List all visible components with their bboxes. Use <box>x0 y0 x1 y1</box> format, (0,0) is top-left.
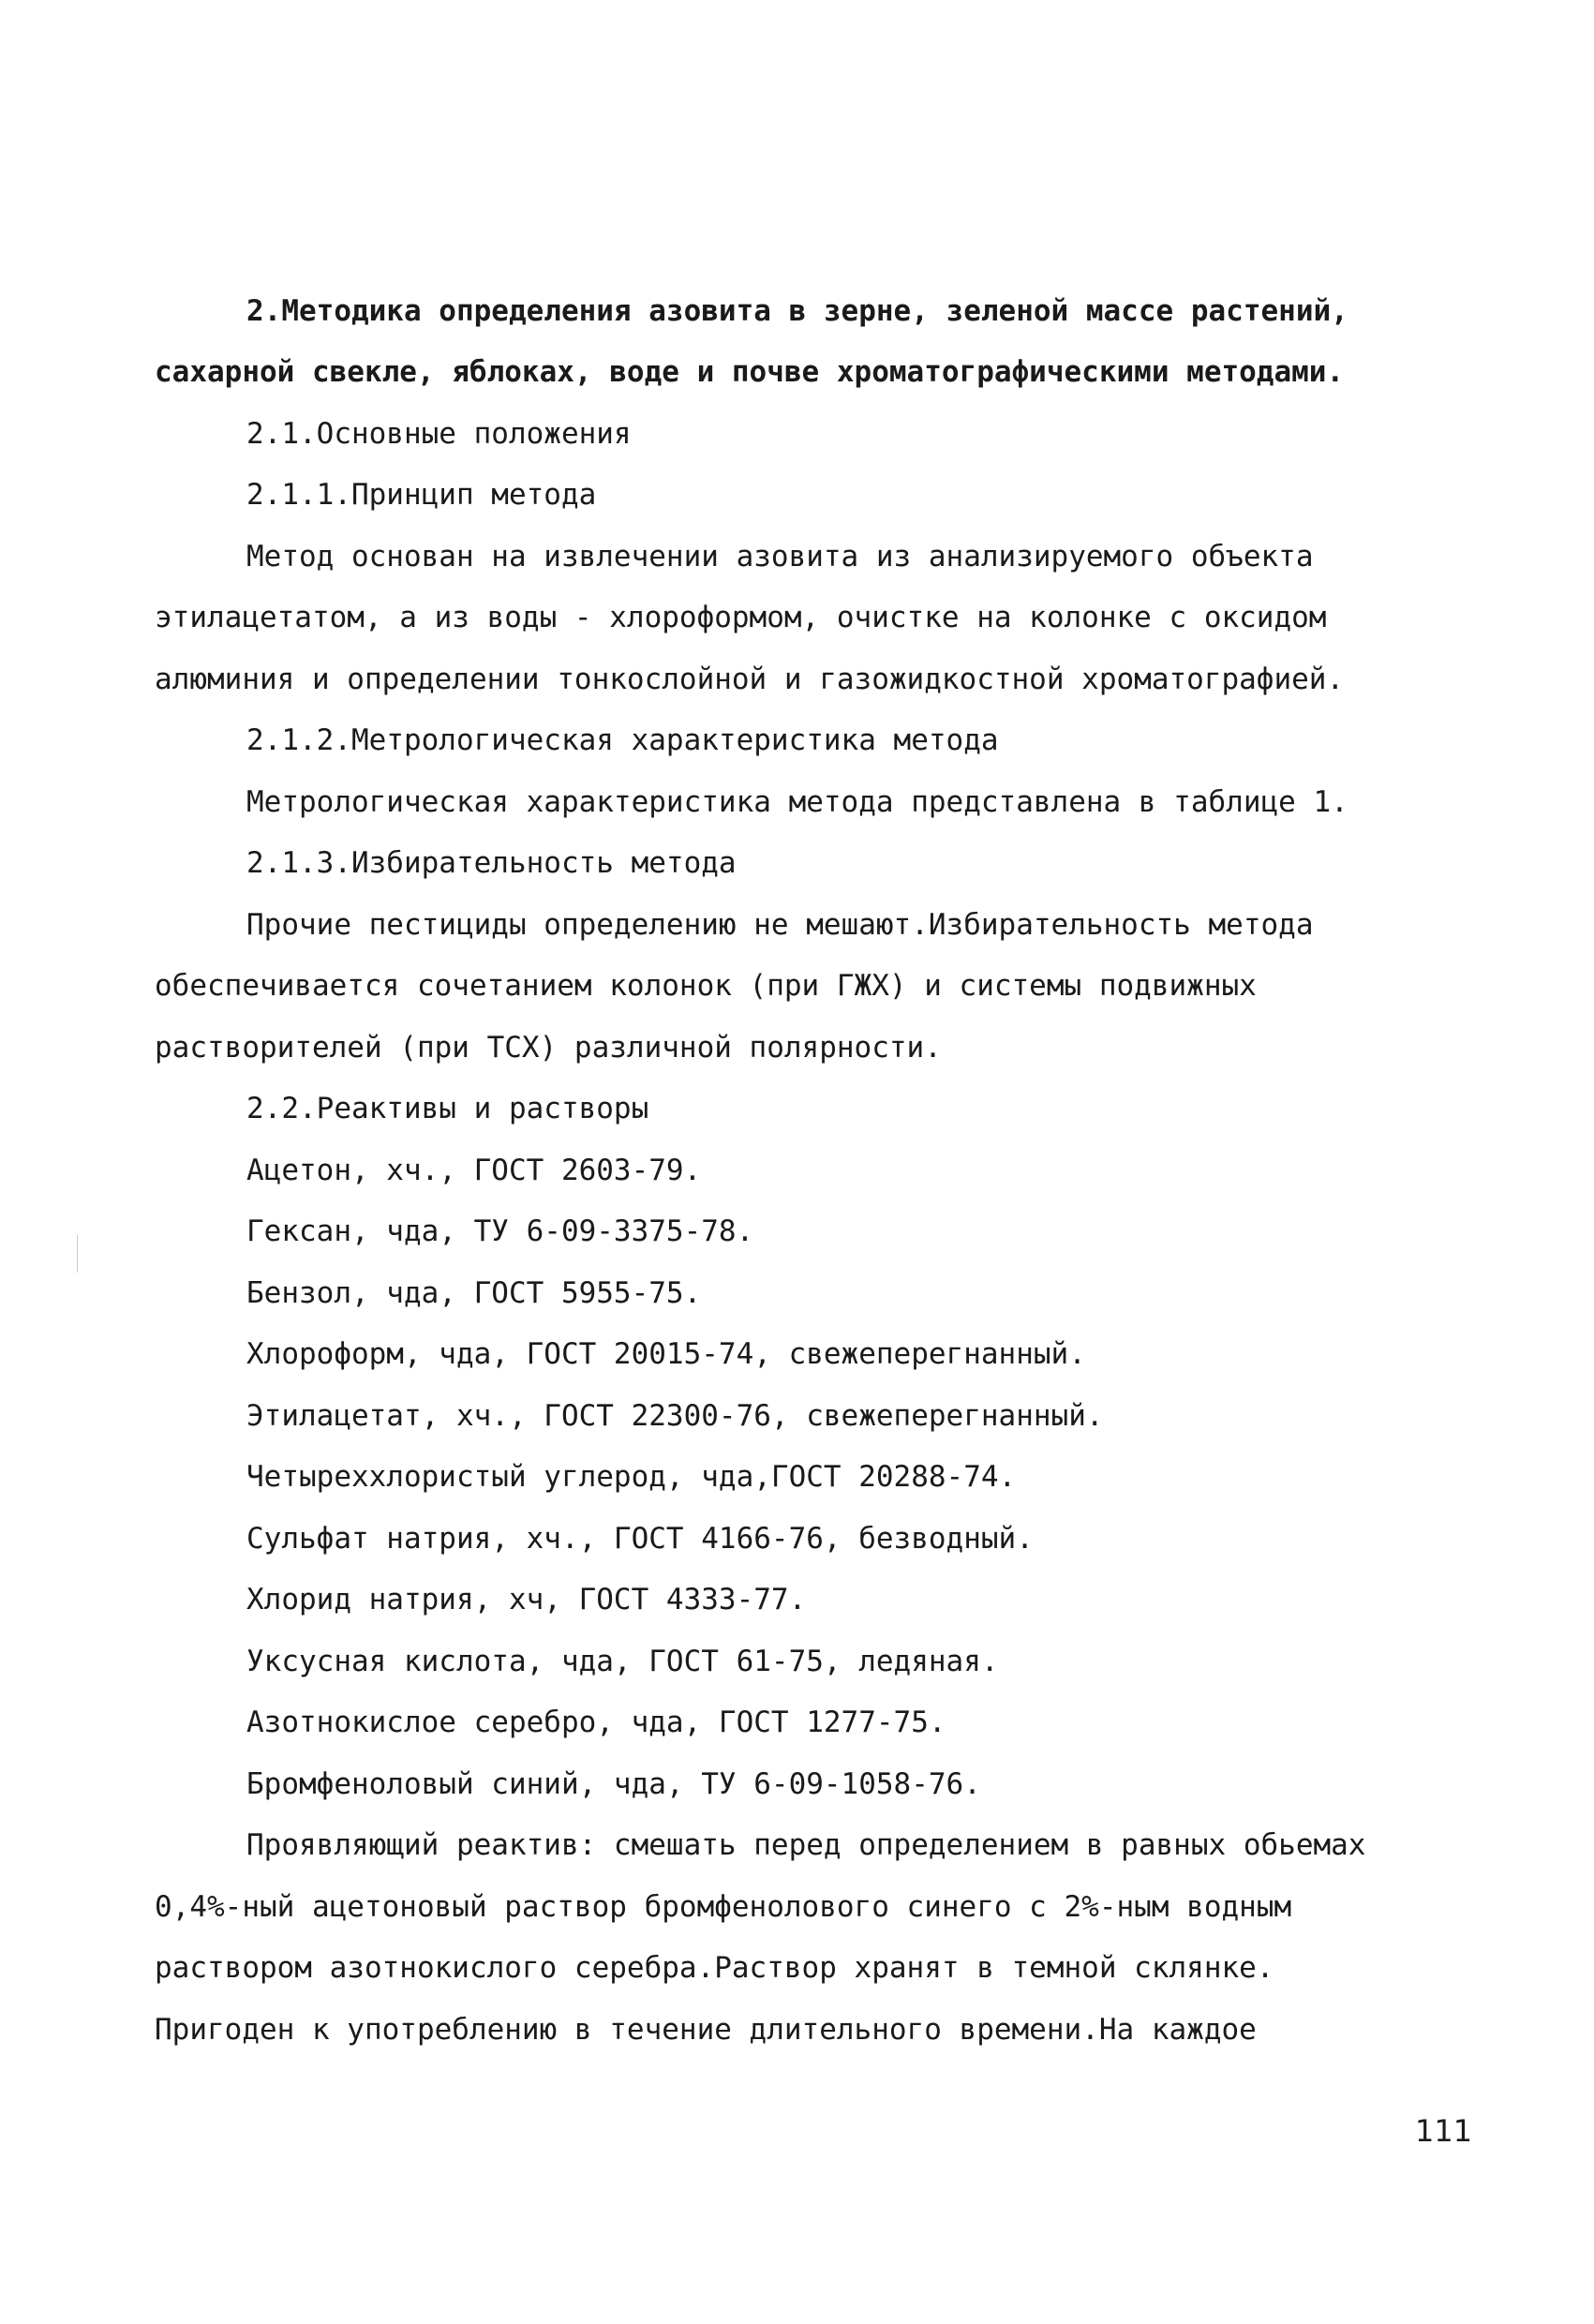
paragraph-line: Метрологическая характеристика метода представлена в таблице 1. <box>246 785 1348 819</box>
subsection-heading: 2.1.1.Принцип метода <box>246 478 597 512</box>
reagent-list-item: Хлороформ, чда, ГОСТ 20015-74, свежеперегнанный. <box>246 1337 1086 1371</box>
paragraph-line: Метод основан на извлечении азовита из анализируемого объекта <box>246 540 1314 574</box>
subsection-heading: 2.1.3.Избирательность метода <box>246 846 737 880</box>
paragraph-line: алюминия и определении тонкослойной и газожидкостной хроматографией. <box>155 663 1345 696</box>
paragraph-line: 0,4%-ный ацетоновый раствор бромфенолового синего с 2%-ным водным <box>155 1890 1292 1924</box>
reagent-list-item: Хлорид натрия, хч, ГОСТ 4333-77. <box>246 1583 807 1616</box>
reagent-list-item: Гексан, чда, ТУ 6-09-3375-78. <box>246 1214 754 1248</box>
paragraph-line: Пригоден к употреблению в течение длительного времени.На каждое <box>155 2013 1257 2047</box>
reagent-list-item: Уксусная кислота, чда, ГОСТ 61-75, ледяная. <box>246 1645 999 1678</box>
reagent-list-item: Ацетон, хч., ГОСТ 2603-79. <box>246 1154 702 1187</box>
paragraph-line: раствором азотнокислого серебра.Раствор хранят в темной склянке. <box>155 1951 1274 1985</box>
paragraph-line: этилацетатом, а из воды - хлороформом, очистке на колонке с оксидом <box>155 601 1327 634</box>
subsection-heading: 2.1.Основные положения <box>246 417 632 451</box>
paragraph-line: обеспечивается сочетанием колонок (при ГЖХ) и системы подвижных <box>155 969 1257 1003</box>
section-heading-line-1: 2.Методика определения азовита в зерне, зеленой массе растений, <box>246 294 1348 328</box>
subsection-heading: 2.1.2.Метрологическая характеристика метода <box>246 723 999 757</box>
reagent-list-item: Бромфеноловый синий, чда, ТУ 6-09-1058-76. <box>246 1767 981 1801</box>
reagent-list-item: Сульфат натрия, хч., ГОСТ 4166-76, безводный. <box>246 1522 1034 1556</box>
paragraph-line: Прочие пестициды определению не мешают.Избирательность метода <box>246 908 1314 942</box>
reagent-list-item: Азотнокислое серебро, чда, ГОСТ 1277-75. <box>246 1706 946 1739</box>
paragraph-line: растворителей (при ТСХ) различной полярности. <box>155 1031 942 1065</box>
paragraph-line: Проявляющий реактив: смешать перед определением в равных обьемах <box>246 1828 1366 1862</box>
reagent-list-item: Бензол, чда, ГОСТ 5955-75. <box>246 1276 702 1310</box>
section-heading-line-2: сахарной свекле, яблоках, воде и почве хроматографическими методами. <box>155 355 1345 389</box>
reagent-list-item: Четыреххлористый углерод, чда,ГОСТ 20288-74. <box>246 1460 1017 1494</box>
margin-mark <box>77 1235 78 1273</box>
reagent-list-item: Этилацетат, хч., ГОСТ 22300-76, свежеперегнанный. <box>246 1399 1104 1433</box>
page-number: 111 <box>1415 2113 1473 2149</box>
subsection-heading: 2.2.Реактивы и растворы <box>246 1092 649 1125</box>
